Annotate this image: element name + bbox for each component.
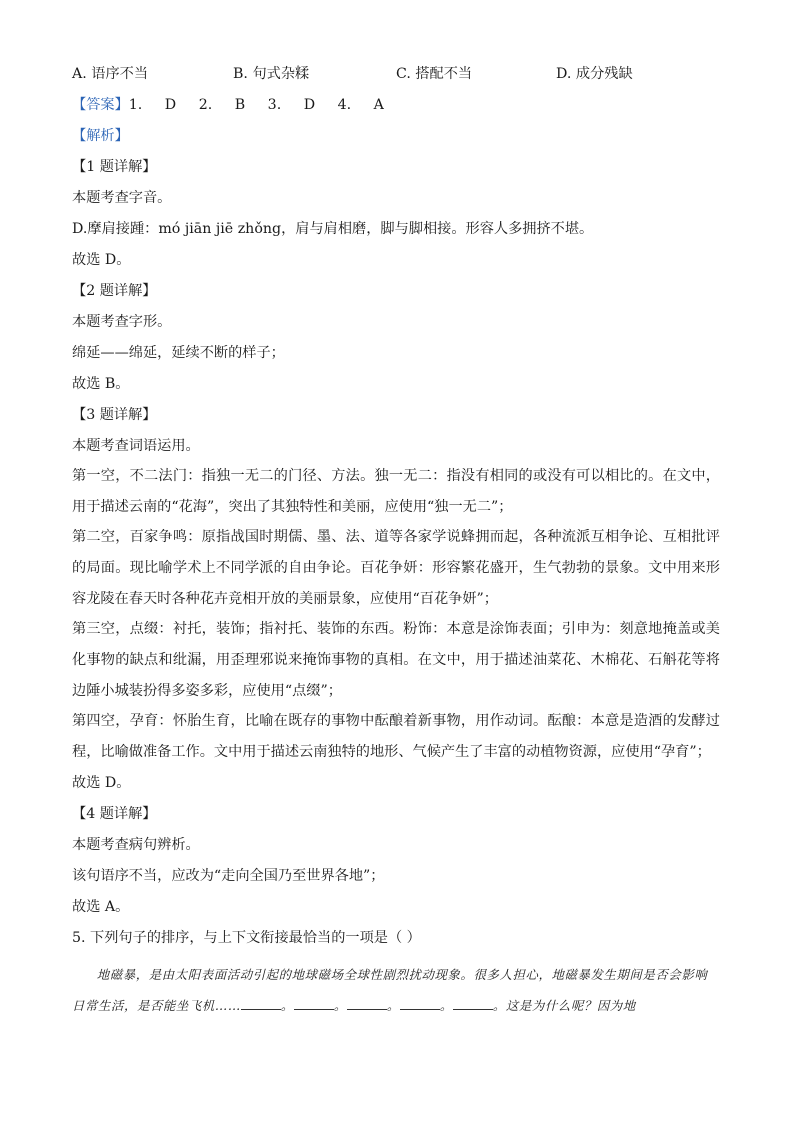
q5-stem: 5. 下列句子的排序，与上下文衔接最恰当的一项是（ ）	[72, 930, 421, 946]
q2-line-1: 本题考查字形。	[72, 314, 172, 330]
q5-material-end: 。这是为什么呢？因为地	[492, 998, 636, 1013]
q3-conclusion: 故选 D。	[72, 775, 131, 791]
q3-intro: 本题考查词语运用。	[72, 438, 200, 454]
q3-paragraph-3: 第三空，点缀：衬托，装饰；指衬托、装饰的东西。粉饰：本意是涂饰表面；引申为：刻意地掩盖或美化事物的缺点和纰漏，用歪理邪说来掩饰事物的真相。在文中，用于描述油菜花、木棉花、石斛花等将边陲小城装扮得多姿多彩，应使用“点缀”；	[72, 621, 720, 699]
option-b: B. 句式杂糅	[233, 66, 310, 82]
answer-line	[72, 95, 720, 115]
q4-line-3: 故选 A。	[72, 899, 130, 915]
answer-tag: 【答案】	[72, 97, 129, 113]
answer-blank	[453, 997, 493, 1010]
q2-heading: 【2 题详解】	[72, 283, 157, 299]
answer-blank	[294, 997, 334, 1010]
q4-heading: 【4 题详解】	[72, 806, 157, 822]
q5-material-start: 地磁暴，是由太阳表面活动引起的地球磁场全球性剧烈扰动现象。很多人担心，地磁暴发生期间是否会影响日常生活，是否能坐飞机……	[72, 967, 708, 1013]
answer-blank	[347, 997, 387, 1010]
q1-line-1: 本题考查字音。	[72, 190, 172, 206]
q4-line-1: 本题考查病句辨析。	[72, 837, 200, 853]
answer-options	[72, 64, 720, 84]
option-d: D. 成分残缺	[556, 66, 633, 82]
answer-values: 1. D 2. B 3. D 4. A	[128, 97, 384, 113]
q4-line-2: 该句语序不当，应改为“走向全国乃至世界各地”；	[72, 868, 385, 884]
q2-line-3: 故选 B。	[72, 376, 130, 392]
q1-line-3: 故选 D。	[72, 252, 131, 268]
q3-paragraph-2: 第二空，百家争鸣：原指战国时期儒、墨、法、道等各家学说蜂拥而起，各种流派互相争论、互相批评的局面。现比喻学术上不同学派的自由争论。百花争妍：形容繁花盛开，生气勃勃的景象。文中用来形容龙陵在春天时各种花卉竞相开放的美丽景象，应使用“百花争妍”；	[72, 529, 720, 607]
q5-material: 地磁暴，是由太阳表面活动引起的地球磁场全球性剧烈扰动现象。很多人担心，地磁暴发生期间是否会影响日常生活，是否能坐飞机…… 。 。 。 。 。这是为什么呢？因为地	[72, 967, 708, 1013]
option-a: A. 语序不当	[72, 66, 149, 82]
q1-heading: 【1 题详解】	[72, 159, 157, 175]
q3-heading: 【3 题详解】	[72, 407, 157, 423]
analysis-heading: 【解析】	[72, 128, 129, 144]
q3-paragraph-4: 第四空，孕育：怀胎生育，比喻在既存的事物中酝酿着新事物，用作动词。酝酿：本意是造酒的发酵过程，比喻做准备工作。文中用于描述云南独特的地形、气候产生了丰富的动植物资源，应使用“孕育”；	[72, 713, 720, 760]
answer-blank	[400, 997, 440, 1010]
q3-paragraph-1: 第一空，不二法门：指独一无二的门径、方法。独一无二：指没有相同的或没有可以相比的。在文中，用于描述云南的“花海”，突出了其独特性和美丽，应使用“独一无二”；	[72, 468, 720, 515]
q2-line-2: 绵延——绵延，延续不断的样子；	[72, 345, 285, 361]
answer-blank	[241, 997, 281, 1010]
option-c: C. 搭配不当	[396, 66, 473, 82]
q1-line-2: D.摩肩接踵：mó jiān jiē zhǒng，肩与肩相磨，脚与脚相接。形容人多拥挤不堪。	[72, 221, 594, 237]
document-page	[72, 64, 720, 1021]
